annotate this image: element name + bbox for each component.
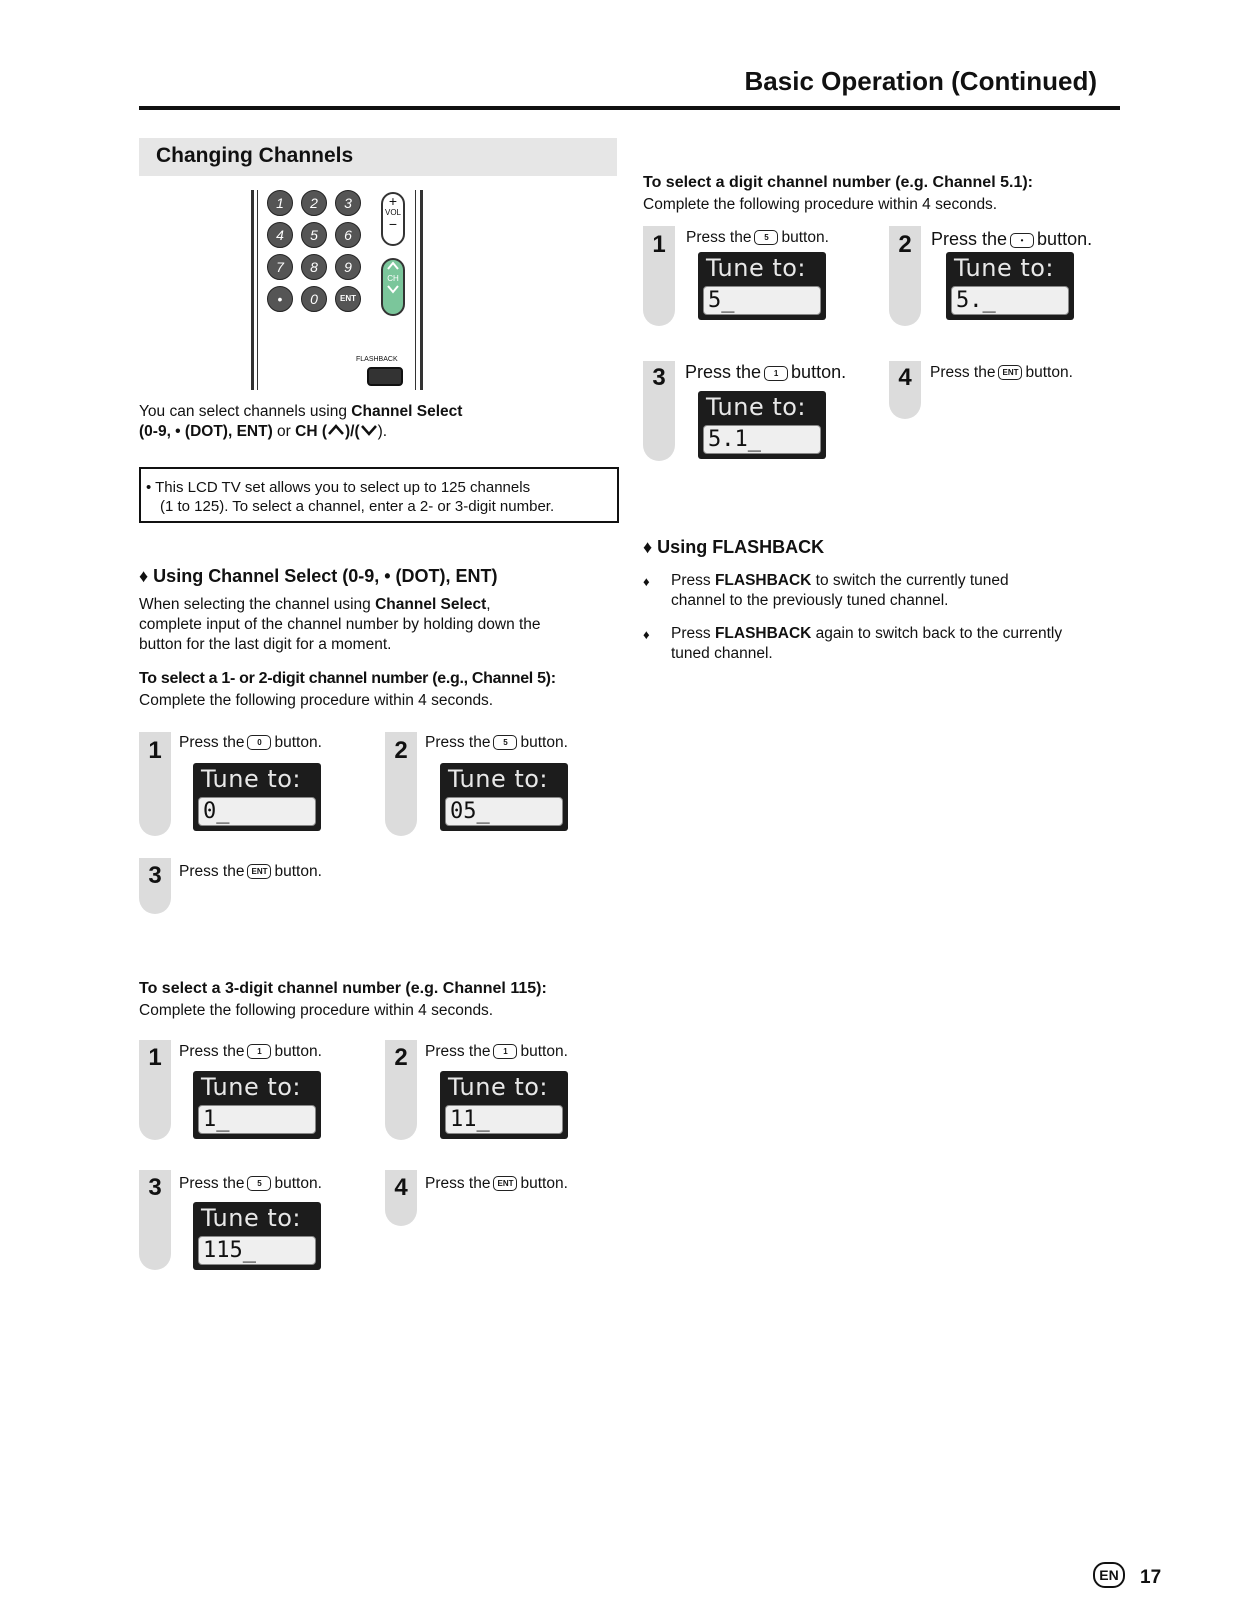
b1-post: to switch the currently tuned <box>811 572 1009 589</box>
remote-button-icon: ENT <box>247 864 271 879</box>
b2-bold: FLASHBACK <box>714 625 812 642</box>
remote-edge-right-inner <box>415 190 416 390</box>
step-number: 2 <box>898 231 912 258</box>
remote-button-icon: 1 <box>247 1044 271 1059</box>
step-instruction <box>425 1175 568 1193</box>
tune-to-display <box>698 252 826 320</box>
intro-end: ). <box>377 423 388 440</box>
note-text <box>146 478 554 516</box>
tune-to-display <box>440 1071 568 1139</box>
plus-icon: + <box>388 193 398 209</box>
tune-to-display <box>440 763 568 831</box>
remote-button-icon: 1 <box>764 366 788 381</box>
chevron-up-icon <box>327 424 345 436</box>
remote-button-icon: ENT <box>998 365 1022 380</box>
step-number: 2 <box>394 1044 408 1071</box>
channel-select-heading: ♦ Using Channel Select (0-9, • (DOT), ENT) <box>139 566 498 586</box>
osd-label: Tune to: <box>448 765 549 793</box>
note-line-1: • This LCD TV set allows you to select up to 125 channels <box>146 479 531 496</box>
osd-label: Tune to: <box>706 254 807 282</box>
page-number: 17 <box>1140 1567 1162 1588</box>
remote-edge-left <box>251 190 254 390</box>
chevron-down-icon <box>386 283 400 295</box>
step-number: 1 <box>148 1044 162 1071</box>
remote-edge-left-inner <box>257 190 258 390</box>
press-the-text: Press the <box>179 734 245 751</box>
b1-bold: FLASHBACK <box>714 572 812 589</box>
osd-value: 1_ <box>203 1107 230 1132</box>
osd-value: 115_ <box>203 1238 256 1263</box>
chevron-down-icon <box>360 424 378 436</box>
step-instruction <box>179 1043 322 1061</box>
vol-label: VOL <box>384 208 401 217</box>
osd-label: Tune to: <box>201 1073 302 1101</box>
button-word: button. <box>520 1043 568 1060</box>
desc-line-3: button for the last digit for a moment. <box>139 636 392 653</box>
osd-field <box>445 797 563 826</box>
remote-key-9: 9 <box>335 254 361 280</box>
proc-a-sub: Complete the following procedure within 4 seconds. <box>139 692 494 709</box>
remote-button-icon: ENT <box>493 1176 517 1191</box>
step-number: 3 <box>652 364 666 391</box>
step-number: 2 <box>394 737 408 764</box>
proc-b-sub: Complete the following procedure within 4 seconds. <box>139 1002 494 1019</box>
tune-to-display <box>193 763 321 831</box>
proc-c-sub: Complete the following procedure within 4 seconds. <box>643 196 998 213</box>
intro-or: or <box>272 423 296 440</box>
step-instruction <box>179 863 322 881</box>
chevron-up-icon <box>386 260 400 272</box>
button-word: button. <box>520 1175 568 1192</box>
osd-label: Tune to: <box>448 1073 549 1101</box>
b2-post: again to switch back to the currently <box>811 625 1063 642</box>
osd-value: 5.1_ <box>708 427 761 452</box>
diamond-bullet-icon: ♦ <box>643 627 650 642</box>
desc-part-1: When selecting the channel using <box>139 596 376 613</box>
osd-value: 11_ <box>450 1107 490 1132</box>
language-badge: EN <box>1093 1562 1125 1588</box>
step-number: 1 <box>652 231 666 258</box>
flashback-label: FLASHBACK <box>356 356 398 363</box>
flashback-bullet-2 <box>671 624 1062 664</box>
remote-key-ent: ENT <box>335 286 361 312</box>
header-divider <box>139 106 1120 110</box>
tune-to-display <box>193 1202 321 1270</box>
remote-vol-rocker <box>381 192 405 246</box>
b2-line-2: tuned channel. <box>671 645 773 662</box>
remote-button-icon: 5 <box>754 230 778 245</box>
b1-pre: Press <box>671 572 715 589</box>
press-the-text: Press the <box>179 1175 245 1192</box>
remote-edge-right <box>420 190 423 390</box>
tune-to-display <box>946 252 1074 320</box>
minus-icon: − <box>388 216 398 232</box>
button-word: button. <box>520 734 568 751</box>
step-number: 1 <box>148 737 162 764</box>
step-number: 3 <box>148 862 162 889</box>
step-number: 4 <box>898 364 912 391</box>
proc-a-heading: To select a 1- or 2-digit channel number (e.g., Channel 5): <box>139 670 556 687</box>
osd-field <box>198 1105 316 1134</box>
step-instruction <box>686 229 829 247</box>
press-the-text: Press the <box>425 1043 491 1060</box>
button-word: button. <box>274 1175 322 1192</box>
ch-label: CH <box>387 274 399 283</box>
step-instruction <box>930 364 1073 382</box>
desc-part-2: , <box>486 596 491 613</box>
remote-button-icon: 5 <box>493 735 517 750</box>
remote-key-3: 3 <box>335 190 361 216</box>
osd-field <box>198 1236 316 1265</box>
press-the-text: Press the <box>425 1175 491 1192</box>
press-the-text: Press the <box>686 229 752 246</box>
tune-to-display <box>193 1071 321 1139</box>
step-instruction <box>685 362 846 383</box>
remote-key-7: 7 <box>267 254 293 280</box>
remote-button-icon: 5 <box>247 1176 271 1191</box>
button-word: button. <box>1025 364 1073 381</box>
remote-key-2: 2 <box>301 190 327 216</box>
step-instruction <box>179 1175 322 1193</box>
remote-key-dot: • <box>267 286 293 312</box>
intro-ch: CH ( <box>295 423 327 440</box>
osd-value: 5._ <box>956 288 996 313</box>
press-the-text: Press the <box>930 364 996 381</box>
remote-key-5: 5 <box>301 222 327 248</box>
press-the-text: Press the <box>685 362 762 382</box>
intro-channel-select: Channel Select <box>351 403 463 420</box>
button-word: button. <box>791 362 847 382</box>
flashback-bullet-1 <box>671 571 1009 611</box>
flashback-heading: ♦ Using FLASHBACK <box>643 537 825 557</box>
intro-slash: )/( <box>345 423 360 440</box>
diamond-bullet-icon: ♦ <box>643 574 650 589</box>
osd-label: Tune to: <box>954 254 1055 282</box>
press-the-text: Press the <box>425 734 491 751</box>
desc-line-2: complete input of the channel number by holding down the <box>139 616 541 633</box>
tune-to-display <box>698 391 826 459</box>
button-word: button. <box>274 734 322 751</box>
remote-button-icon: 0 <box>247 735 271 750</box>
b2-pre: Press <box>671 625 715 642</box>
button-word: button. <box>1037 229 1093 249</box>
osd-value: 5_ <box>708 288 735 313</box>
osd-field <box>703 425 821 454</box>
intro-keys: (0-9, • (DOT), ENT) <box>139 423 273 440</box>
section-title: Changing Channels <box>156 144 354 167</box>
flashback-key <box>367 367 403 386</box>
osd-label: Tune to: <box>201 1204 302 1232</box>
step-number: 4 <box>394 1174 408 1201</box>
remote-key-6: 6 <box>335 222 361 248</box>
intro-prefix: You can select channels using <box>139 403 352 420</box>
button-word: button. <box>781 229 829 246</box>
step-instruction <box>179 734 322 752</box>
press-the-text: Press the <box>179 1043 245 1060</box>
intro-text <box>139 402 462 442</box>
step-instruction <box>931 229 1092 250</box>
b1-line-2: channel to the previously tuned channel. <box>671 592 949 609</box>
remote-key-8: 8 <box>301 254 327 280</box>
button-word: button. <box>274 863 322 880</box>
press-the-text: Press the <box>179 863 245 880</box>
step-instruction <box>425 734 568 752</box>
osd-field <box>703 286 821 315</box>
note-line-2: (1 to 125). To select a channel, enter a 2- or 3-digit number. <box>160 498 555 515</box>
remote-button-icon: 1 <box>493 1044 517 1059</box>
osd-value: 05_ <box>450 799 490 824</box>
remote-key-4: 4 <box>267 222 293 248</box>
step-number: 3 <box>148 1174 162 1201</box>
osd-field <box>198 797 316 826</box>
osd-field <box>951 286 1069 315</box>
proc-b-heading: To select a 3-digit channel number (e.g. Channel 115): <box>139 980 547 997</box>
page-header-title: Basic Operation (Continued) <box>744 66 1097 96</box>
remote-ch-rocker <box>381 258 405 316</box>
step-instruction <box>425 1043 568 1061</box>
desc-bold: Channel Select <box>375 596 487 613</box>
remote-key-1: 1 <box>267 190 293 216</box>
osd-field <box>445 1105 563 1134</box>
press-the-text: Press the <box>931 229 1008 249</box>
button-word: button. <box>274 1043 322 1060</box>
remote-key-0: 0 <box>301 286 327 312</box>
osd-value: 0_ <box>203 799 230 824</box>
remote-illustration <box>251 190 427 390</box>
remote-button-icon: • <box>1010 233 1034 248</box>
osd-label: Tune to: <box>201 765 302 793</box>
osd-label: Tune to: <box>706 393 807 421</box>
channel-select-desc <box>139 595 541 655</box>
proc-c-heading: To select a digit channel number (e.g. Channel 5.1): <box>643 174 1033 191</box>
